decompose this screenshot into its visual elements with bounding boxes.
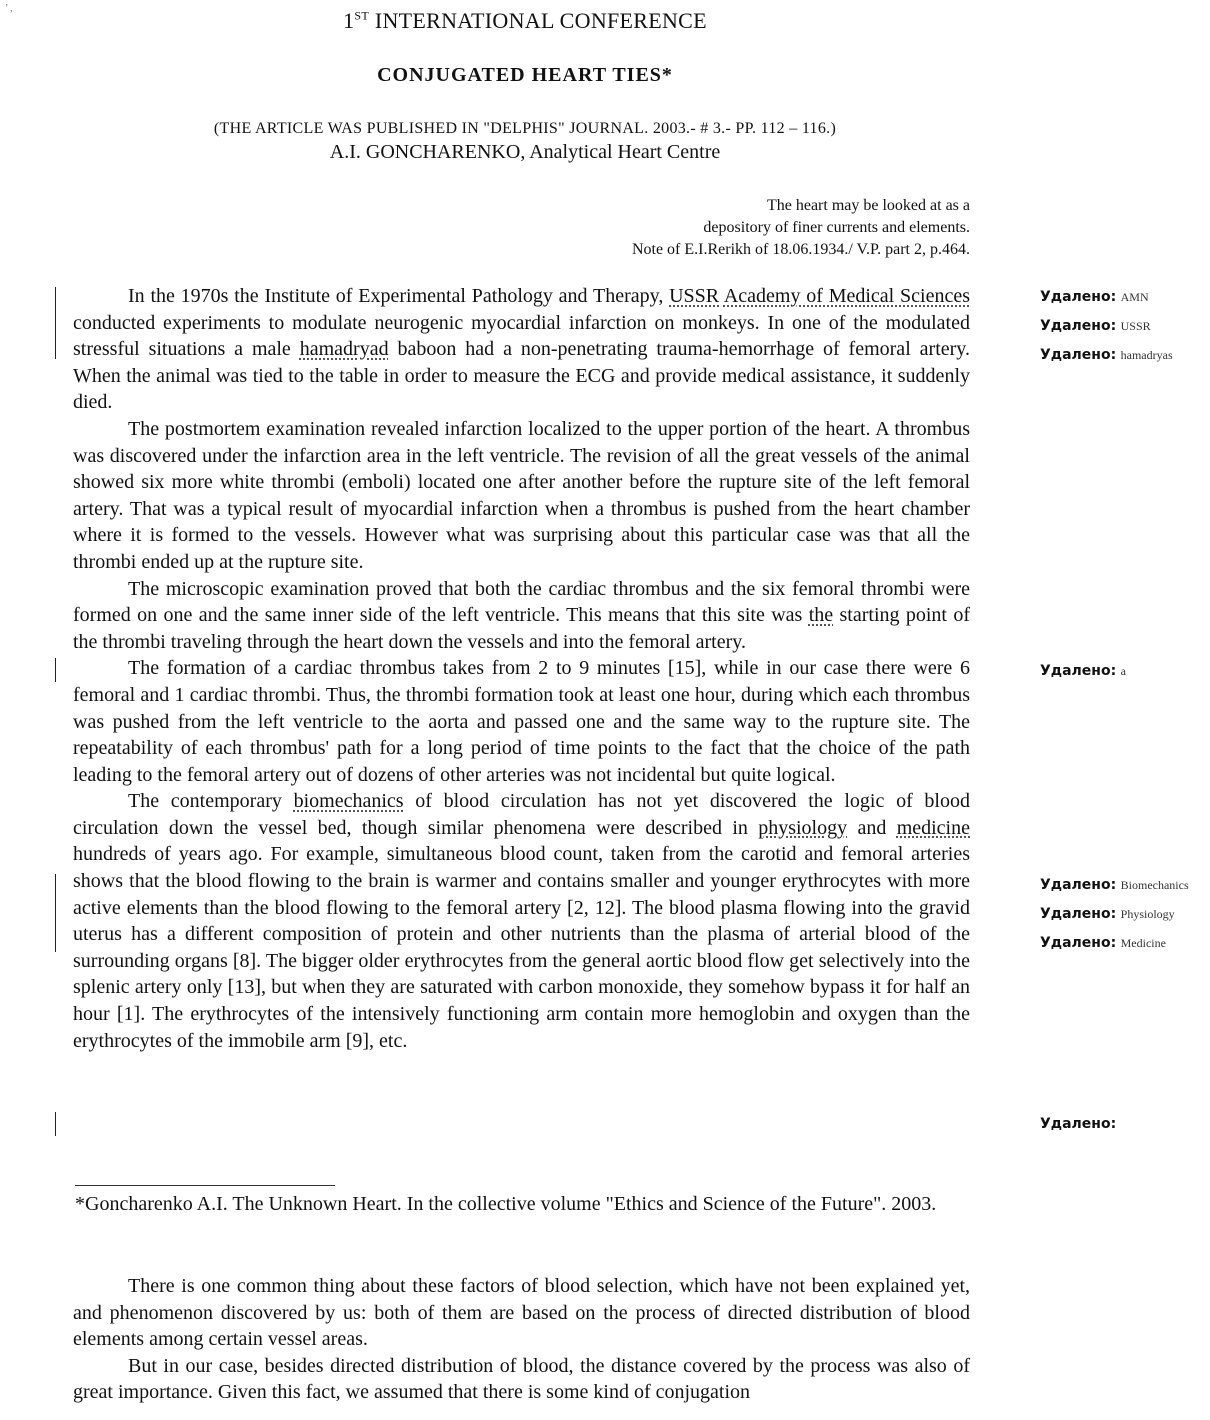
deletion-comment[interactable] — [1040, 318, 1151, 334]
revision-bar — [55, 1112, 56, 1136]
comment-label: Удалено: — [1040, 877, 1117, 893]
deletion-comment[interactable] — [1040, 663, 1126, 679]
comment-label: Удалено: — [1040, 663, 1117, 679]
text-run: arm contain more hemoglobin and oxygen than the erythrocytes of the immobile arm [9], etc. — [73, 1003, 971, 1052]
paragraph — [73, 576, 970, 656]
deletion-comment[interactable] — [1040, 289, 1149, 305]
paragraph — [73, 788, 970, 1054]
text-run: hundreds of years ago. For example, simultaneous blood count, taken from the carotid and femoral arteries shows that the blood flowing to the brain is warmer and contains smaller and younger erythrocytes with more active elements than the blood flowing to the femoral artery [2, 12]. The blood plasma flowing into the gravid uterus has a different composition of protein and other nutrients than the plasma of arterial blood of the surrounding organs [8]. The bigger older erythrocytes from the general aortic blood flow get selectively into the splenic artery only [13], but when they are saturated with carbon monoxide, they somehow bypass it for half an hour [1]. The erythrocytes of the intensively functioning — [73, 843, 970, 1026]
comment-label: Удалено: — [1040, 347, 1117, 363]
paragraph: But in our case, besides directed distribution of blood, the distance covered by the process was also of great importance. Given this fact, we assumed that there is some kind of conjugation — [73, 1354, 970, 1404]
tracked-word[interactable]: the — [808, 604, 834, 627]
conference-superscript: ST — [354, 8, 369, 23]
comment-deleted-text: AMN — [1120, 290, 1149, 304]
comment-deleted-text: Medicine — [1120, 936, 1166, 950]
paragraph: The postmortem examination revealed infarction localized to the upper portion of the heart. A thrombus was discovered under the infarction area in the left ventricle. The revision of all the great vessels of the animal showed six more white thrombi (emboli) located one after another before the rupture site of the left femoral artery. That was a typical result of myocardial infarction when a thrombus is pushed from the heart chamber where it is formed to the vessels. However what was surprising about this particular case was that all the thrombi ended up at the rupture site. — [73, 417, 970, 573]
comment-deleted-text: a — [1120, 664, 1126, 678]
epigraph-line: Note of E.I.Rerikh of 18.06.1934./ V.P. part 2, p.464. — [631, 241, 970, 258]
text-run: In the 1970s the Institute of Experimental Pathology and Therapy, — [128, 285, 670, 307]
deletion-comment[interactable] — [1040, 347, 1173, 363]
tracked-word[interactable]: Academy of Medical Sciences — [723, 285, 970, 307]
comment-deleted-text: hamadryas — [1120, 348, 1173, 362]
comment-label: Удалено: — [1040, 318, 1117, 334]
paragraph: The formation of a cardiac thrombus takes from 2 to 9 minutes [15], while in our case there were 6 femoral and 1 cardiac thrombi. Thus, the thrombi formation took at least one hour, during which each thrombus was pushed from the left ventricle to the aorta and passed one and the same way to the rupture site. The repeatability of each thrombus' path for a long period of time points to the fact that the choice of the path leading to the femoral artery out of dozens of other arteries was not incidental but quite logical. — [73, 657, 970, 786]
text-run: The contemporary — [128, 790, 294, 813]
text-run: baboon had a non-penetrating trauma-hemorrhage of femoral artery. When the animal was tied to the table in order to measure the ECG and provide medical assistance, it suddenly died. — [73, 338, 970, 414]
comment-label: Удалено: — [1040, 1116, 1117, 1132]
author-line: A.I. GONCHARENKO, Analytical Heart Centre — [329, 141, 721, 163]
comment-label: Удалено: — [1040, 935, 1117, 951]
comment-deleted-text: Biomechanics — [1120, 878, 1189, 892]
revision-bar — [55, 287, 56, 359]
tracked-word[interactable]: USSR — [669, 285, 720, 307]
conference-title — [0, 8, 1050, 34]
text-run: conducted experiments to modulate neurogenic myocardial infarction on monkeys. In one of the modulated stressful situations a male — [73, 311, 970, 361]
epigraph-line: The heart may be looked at as a — [766, 197, 970, 214]
revision-bar — [55, 874, 56, 952]
comment-label: Удалено: — [1040, 906, 1117, 922]
deletion-comment[interactable] — [1040, 906, 1175, 922]
comment-deleted-text: USSR — [1120, 319, 1151, 333]
paragraph: There is one common thing about these factors of blood selection, which have not been explained yet, and phenomenon discovered by us: both of them are based on the process of directed distribution of blood elements among certain vessel areas. — [73, 1275, 970, 1351]
tracked-word[interactable]: biomechanics — [293, 790, 404, 813]
revision-bar — [55, 658, 56, 682]
publication-note: (THE ARTICLE WAS PUBLISHED IN "DELPHIS" JOURNAL. 2003.- # 3.- PP. 112 – 116.) — [213, 120, 837, 137]
text-run: and — [847, 816, 897, 839]
conference-number: 1 — [343, 8, 355, 33]
tracked-word[interactable]: hamadryad — [299, 338, 389, 361]
epigraph-line: depository of finer currents and elements. — [703, 219, 970, 236]
comment-label: Удалено: — [1040, 289, 1117, 305]
footnote: *Goncharenko A.I. The Unknown Heart. In the collective volume "Ethics and Science of the Future". 2003. — [75, 1193, 937, 1215]
article-title: CONJUGATED HEART TIES* — [377, 64, 673, 86]
text-run: of blood circulation has not yet discovered the logic of blood circulation down the vessel bed, though similar phenomena were described in — [73, 790, 970, 839]
text-run: starting point of the thrombi traveling through the heart down the vessels and into the femoral artery. — [73, 604, 971, 653]
deletion-comment[interactable] — [1040, 877, 1189, 893]
conference-title-text: INTERNATIONAL CONFERENCE — [374, 8, 707, 33]
epigraph — [450, 195, 970, 261]
tracked-word[interactable]: medicine — [896, 816, 970, 839]
comment-deleted-text: Physiology — [1120, 907, 1175, 921]
article-body-continued — [73, 1273, 970, 1406]
text-run: The microscopic examination proved that both the cardiac thrombus and the six femoral thrombi were formed on one and the same inner side of the left ventricle. This means that this site was — [73, 577, 970, 627]
tracked-word[interactable]: physiology — [758, 816, 848, 839]
deletion-comment[interactable] — [1040, 1116, 1116, 1132]
corner-mark: ’ , — [5, 3, 13, 14]
paragraph — [73, 283, 970, 416]
article-body — [73, 283, 970, 1054]
deletion-comment[interactable] — [1040, 935, 1166, 951]
footnote-separator — [75, 1185, 335, 1186]
